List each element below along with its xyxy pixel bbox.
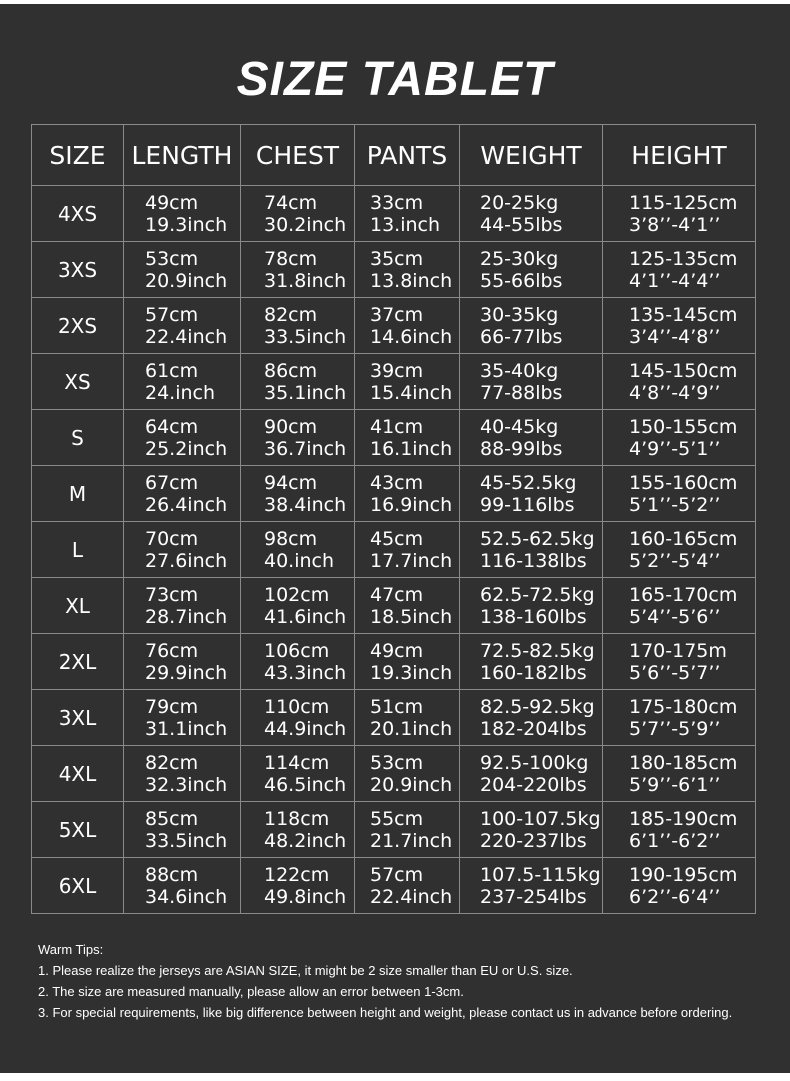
size-cell: XS: [32, 354, 124, 410]
height-metric-value: 155-160cm: [629, 471, 738, 494]
chest-cell: [241, 466, 355, 522]
chest-cell: [241, 746, 355, 802]
chest-metric-value: 106cm: [264, 639, 330, 662]
table-row: [32, 802, 756, 858]
height-imperial-value: 5’6’’-5’7’’: [629, 661, 721, 684]
length-imperial-value: 32.3inch: [145, 773, 228, 796]
chest-imperial-value: 36.7inch: [264, 437, 347, 460]
table-row: [32, 578, 756, 634]
height-imperial-value: 6’1’’-6’2’’: [629, 829, 721, 852]
chest-metric-value: 90cm: [264, 415, 318, 438]
length-imperial-value: 28.7inch: [145, 605, 228, 628]
weight-metric-value: 62.5-72.5kg: [480, 583, 595, 606]
size-chart-panel: [0, 4, 790, 1073]
chest-cell: [241, 298, 355, 354]
length-cell: [124, 858, 241, 914]
weight-cell: [460, 186, 603, 242]
pants-imperial-value: 21.7inch: [370, 829, 453, 852]
weight-cell: [460, 522, 603, 578]
weight-cell: [460, 578, 603, 634]
pants-imperial-value: 17.7inch: [370, 549, 453, 572]
column-header-pants: PANTS: [355, 125, 460, 186]
chest-cell: [241, 522, 355, 578]
pants-metric-value: 53cm: [370, 751, 424, 774]
length-cell: [124, 746, 241, 802]
pants-cell: [355, 410, 460, 466]
page-title: SIZE TABLET: [236, 53, 554, 106]
height-metric-value: 135-145cm: [629, 303, 738, 326]
tips-heading: Warm Tips:: [38, 942, 104, 957]
chest-cell: [241, 186, 355, 242]
pants-imperial-value: 15.4inch: [370, 381, 453, 404]
chest-metric-value: 82cm: [264, 303, 318, 326]
height-imperial-value: 5’1’’-5’2’’: [629, 493, 721, 516]
height-metric-value: 150-155cm: [629, 415, 738, 438]
chest-metric-value: 118cm: [264, 807, 330, 830]
height-cell: [603, 466, 756, 522]
height-cell: [603, 690, 756, 746]
height-metric-value: 115-125cm: [629, 191, 738, 214]
chest-cell: [241, 242, 355, 298]
weight-imperial-value: 55-66lbs: [480, 269, 563, 292]
chest-imperial-value: 33.5inch: [264, 325, 347, 348]
column-header-chest: CHEST: [241, 125, 355, 186]
pants-cell: [355, 578, 460, 634]
weight-metric-value: 82.5-92.5kg: [480, 695, 595, 718]
pants-metric-value: 51cm: [370, 695, 424, 718]
length-cell: [124, 186, 241, 242]
chest-metric-value: 102cm: [264, 583, 330, 606]
length-imperial-value: 34.6inch: [145, 885, 228, 908]
pants-metric-value: 49cm: [370, 639, 424, 662]
chest-metric-value: 78cm: [264, 247, 318, 270]
height-metric-value: 160-165cm: [629, 527, 738, 550]
pants-cell: [355, 522, 460, 578]
length-metric-value: 61cm: [145, 359, 199, 382]
length-cell: [124, 354, 241, 410]
pants-imperial-value: 18.5inch: [370, 605, 453, 628]
pants-metric-value: 39cm: [370, 359, 424, 382]
column-header-height: HEIGHT: [603, 125, 756, 186]
size-cell: 4XS: [32, 186, 124, 242]
pants-metric-value: 43cm: [370, 471, 424, 494]
chest-imperial-value: 38.4inch: [264, 493, 347, 516]
length-imperial-value: 24.inch: [145, 381, 216, 404]
height-imperial-value: 5’2’’-5’4’’: [629, 549, 721, 572]
pants-cell: [355, 634, 460, 690]
weight-imperial-value: 99-116lbs: [480, 493, 575, 516]
height-cell: [603, 802, 756, 858]
height-cell: [603, 634, 756, 690]
chest-imperial-value: 44.9inch: [264, 717, 347, 740]
height-metric-value: 125-135cm: [629, 247, 738, 270]
weight-cell: [460, 746, 603, 802]
height-imperial-value: 5’7’’-5’9’’: [629, 717, 721, 740]
column-header-length: LENGTH: [124, 125, 241, 186]
weight-metric-value: 52.5-62.5kg: [480, 527, 595, 550]
weight-imperial-value: 66-77lbs: [480, 325, 563, 348]
length-imperial-value: 33.5inch: [145, 829, 228, 852]
weight-cell: [460, 858, 603, 914]
length-metric-value: 73cm: [145, 583, 199, 606]
chest-cell: [241, 690, 355, 746]
length-cell: [124, 522, 241, 578]
table-row: [32, 242, 756, 298]
length-cell: [124, 298, 241, 354]
chest-metric-value: 114cm: [264, 751, 330, 774]
height-cell: [603, 746, 756, 802]
pants-cell: [355, 802, 460, 858]
table-row: [32, 298, 756, 354]
weight-imperial-value: 182-204lbs: [480, 717, 587, 740]
size-cell: 3XS: [32, 242, 124, 298]
weight-metric-value: 72.5-82.5kg: [480, 639, 595, 662]
chest-imperial-value: 46.5inch: [264, 773, 347, 796]
chest-imperial-value: 43.3inch: [264, 661, 347, 684]
weight-metric-value: 92.5-100kg: [480, 751, 589, 774]
chest-cell: [241, 858, 355, 914]
size-cell: M: [32, 466, 124, 522]
weight-cell: [460, 690, 603, 746]
length-metric-value: 67cm: [145, 471, 199, 494]
pants-cell: [355, 186, 460, 242]
pants-cell: [355, 242, 460, 298]
weight-metric-value: 30-35kg: [480, 303, 559, 326]
height-metric-value: 165-170cm: [629, 583, 738, 606]
weight-cell: [460, 466, 603, 522]
pants-imperial-value: 22.4inch: [370, 885, 453, 908]
chest-metric-value: 94cm: [264, 471, 318, 494]
table-row: [32, 410, 756, 466]
height-cell: [603, 410, 756, 466]
pants-cell: [355, 858, 460, 914]
pants-metric-value: 57cm: [370, 863, 424, 886]
height-metric-value: 145-150cm: [629, 359, 738, 382]
weight-imperial-value: 44-55lbs: [480, 213, 563, 236]
chest-metric-value: 110cm: [264, 695, 330, 718]
weight-metric-value: 20-25kg: [480, 191, 559, 214]
chest-imperial-value: 48.2inch: [264, 829, 347, 852]
height-cell: [603, 522, 756, 578]
weight-cell: [460, 354, 603, 410]
length-imperial-value: 29.9inch: [145, 661, 228, 684]
length-metric-value: 53cm: [145, 247, 199, 270]
table-row: [32, 690, 756, 746]
length-imperial-value: 31.1inch: [145, 717, 228, 740]
weight-metric-value: 45-52.5kg: [480, 471, 577, 494]
weight-cell: [460, 410, 603, 466]
height-imperial-value: 4’8’’-4’9’’: [629, 381, 721, 404]
pants-metric-value: 35cm: [370, 247, 424, 270]
height-cell: [603, 242, 756, 298]
pants-cell: [355, 746, 460, 802]
length-imperial-value: 26.4inch: [145, 493, 228, 516]
chest-cell: [241, 410, 355, 466]
column-header-weight: WEIGHT: [460, 125, 603, 186]
weight-cell: [460, 242, 603, 298]
pants-imperial-value: 20.1inch: [370, 717, 453, 740]
length-metric-value: 64cm: [145, 415, 199, 438]
height-metric-value: 180-185cm: [629, 751, 738, 774]
weight-cell: [460, 634, 603, 690]
pants-cell: [355, 298, 460, 354]
height-imperial-value: 6’2’’-6’4’’: [629, 885, 721, 908]
chest-imperial-value: 49.8inch: [264, 885, 347, 908]
length-metric-value: 79cm: [145, 695, 199, 718]
height-imperial-value: 4’9’’-5’1’’: [629, 437, 721, 460]
size-cell: 2XS: [32, 298, 124, 354]
chest-imperial-value: 35.1inch: [264, 381, 347, 404]
length-metric-value: 49cm: [145, 191, 199, 214]
length-cell: [124, 802, 241, 858]
length-imperial-value: 25.2inch: [145, 437, 228, 460]
weight-metric-value: 100-107.5kg: [480, 807, 601, 830]
pants-cell: [355, 354, 460, 410]
size-cell: 3XL: [32, 690, 124, 746]
length-metric-value: 76cm: [145, 639, 199, 662]
tip-item: 1. Please realize the jerseys are ASIAN SIZE, it might be 2 size smaller than EU or U.S. size.: [38, 963, 573, 978]
table-row: [32, 858, 756, 914]
pants-cell: [355, 690, 460, 746]
pants-metric-value: 33cm: [370, 191, 424, 214]
height-imperial-value: 3’8’’-4’1’’: [629, 213, 721, 236]
pants-imperial-value: 19.3inch: [370, 661, 453, 684]
weight-metric-value: 107.5-115kg: [480, 863, 601, 886]
length-imperial-value: 20.9inch: [145, 269, 228, 292]
pants-imperial-value: 13.inch: [370, 213, 441, 236]
pants-imperial-value: 16.1inch: [370, 437, 453, 460]
chest-metric-value: 86cm: [264, 359, 318, 382]
weight-imperial-value: 160-182lbs: [480, 661, 587, 684]
weight-imperial-value: 88-99lbs: [480, 437, 563, 460]
length-metric-value: 88cm: [145, 863, 199, 886]
chest-imperial-value: 31.8inch: [264, 269, 347, 292]
height-imperial-value: 5’9’’-6’1’’: [629, 773, 721, 796]
pants-imperial-value: 13.8inch: [370, 269, 453, 292]
weight-imperial-value: 77-88lbs: [480, 381, 563, 404]
length-imperial-value: 19.3inch: [145, 213, 228, 236]
chest-metric-value: 74cm: [264, 191, 318, 214]
weight-cell: [460, 298, 603, 354]
length-cell: [124, 242, 241, 298]
weight-imperial-value: 220-237lbs: [480, 829, 587, 852]
chest-imperial-value: 30.2inch: [264, 213, 347, 236]
size-table: [31, 124, 756, 914]
length-cell: [124, 690, 241, 746]
size-cell: S: [32, 410, 124, 466]
height-cell: [603, 186, 756, 242]
table-header-row: [32, 125, 756, 186]
chest-metric-value: 122cm: [264, 863, 330, 886]
pants-metric-value: 55cm: [370, 807, 424, 830]
weight-cell: [460, 802, 603, 858]
height-cell: [603, 298, 756, 354]
size-cell: 6XL: [32, 858, 124, 914]
length-metric-value: 85cm: [145, 807, 199, 830]
length-imperial-value: 27.6inch: [145, 549, 228, 572]
pants-imperial-value: 20.9inch: [370, 773, 453, 796]
table-row: [32, 354, 756, 410]
height-metric-value: 190-195cm: [629, 863, 738, 886]
size-cell: XL: [32, 578, 124, 634]
length-cell: [124, 410, 241, 466]
size-cell: L: [32, 522, 124, 578]
pants-metric-value: 37cm: [370, 303, 424, 326]
table-row: [32, 186, 756, 242]
length-cell: [124, 466, 241, 522]
length-cell: [124, 634, 241, 690]
tip-item: 2. The size are measured manually, please allow an error between 1-3cm.: [38, 984, 464, 999]
chest-cell: [241, 634, 355, 690]
pants-imperial-value: 14.6inch: [370, 325, 453, 348]
height-metric-value: 170-175m: [629, 639, 727, 662]
height-metric-value: 175-180cm: [629, 695, 738, 718]
chest-cell: [241, 354, 355, 410]
table-row: [32, 522, 756, 578]
weight-imperial-value: 116-138lbs: [480, 549, 587, 572]
weight-imperial-value: 237-254lbs: [480, 885, 587, 908]
pants-metric-value: 41cm: [370, 415, 424, 438]
table-row: [32, 466, 756, 522]
chest-imperial-value: 40.inch: [264, 549, 335, 572]
chest-metric-value: 98cm: [264, 527, 318, 550]
size-cell: 2XL: [32, 634, 124, 690]
tip-item: 3. For special requirements, like big difference between height and weight, please contact us in advance before ordering.: [38, 1005, 733, 1020]
length-cell: [124, 578, 241, 634]
pants-cell: [355, 466, 460, 522]
pants-metric-value: 45cm: [370, 527, 424, 550]
table-row: [32, 746, 756, 802]
height-cell: [603, 578, 756, 634]
length-metric-value: 82cm: [145, 751, 199, 774]
chest-imperial-value: 41.6inch: [264, 605, 347, 628]
weight-imperial-value: 204-220lbs: [480, 773, 587, 796]
weight-metric-value: 35-40kg: [480, 359, 559, 382]
size-cell: 5XL: [32, 802, 124, 858]
height-imperial-value: 5’4’’-5’6’’: [629, 605, 721, 628]
pants-imperial-value: 16.9inch: [370, 493, 453, 516]
height-imperial-value: 3’4’’-4’8’’: [629, 325, 721, 348]
height-cell: [603, 858, 756, 914]
pants-metric-value: 47cm: [370, 583, 424, 606]
chest-cell: [241, 802, 355, 858]
weight-imperial-value: 138-160lbs: [480, 605, 587, 628]
height-cell: [603, 354, 756, 410]
warm-tips: [38, 939, 732, 1023]
length-imperial-value: 22.4inch: [145, 325, 228, 348]
weight-metric-value: 40-45kg: [480, 415, 559, 438]
height-imperial-value: 4’1’’-4’4’’: [629, 269, 721, 292]
height-metric-value: 185-190cm: [629, 807, 738, 830]
chest-cell: [241, 578, 355, 634]
size-cell: 4XL: [32, 746, 124, 802]
column-header-size: SIZE: [32, 125, 124, 186]
length-metric-value: 57cm: [145, 303, 199, 326]
table-row: [32, 634, 756, 690]
length-metric-value: 70cm: [145, 527, 199, 550]
weight-metric-value: 25-30kg: [480, 247, 559, 270]
